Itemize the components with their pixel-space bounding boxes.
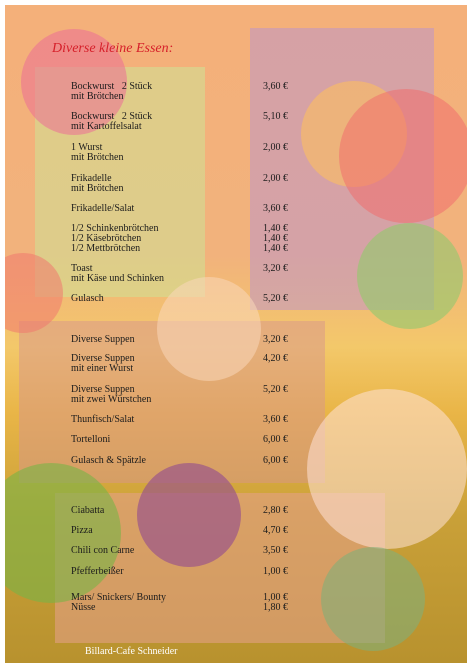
menu-item-name: Mars/ Snickers/ Bounty Nüsse <box>71 592 166 613</box>
menu-item-name: Ciabatta <box>71 505 105 516</box>
menu-item-price: 1,00 € <box>263 566 288 577</box>
menu-item-price: 3,60 € <box>263 414 288 425</box>
menu-item-name: Gulasch & Spätzle <box>71 455 146 466</box>
menu-item-name: Frikadelle mit Brötchen <box>71 173 124 194</box>
menu-item-price: 6,00 € <box>263 455 288 466</box>
pale-circle-center <box>157 277 261 381</box>
menu-item-price: 2,80 € <box>263 505 288 516</box>
white-circle-right <box>307 389 467 549</box>
menu-item-price: 5,20 € <box>263 293 288 304</box>
menu-item-price: 5,10 € <box>263 111 288 122</box>
menu-item-price: 3,20 € <box>263 334 288 345</box>
menu-item-price: 2,00 € <box>263 142 288 153</box>
menu-item-price: 3,60 € <box>263 203 288 214</box>
menu-item-name: Diverse Suppen mit einer Wurst <box>71 353 135 374</box>
menu-item-name: Diverse Suppen mit zwei Würstchen <box>71 384 152 405</box>
purple-circle-bottom <box>137 463 241 567</box>
menu-item-name: Toast mit Käse und Schinken <box>71 263 165 284</box>
menu-item-name: Chili con Carne <box>71 545 135 556</box>
menu-item-price: 1,00 € 1,80 € <box>263 592 288 613</box>
menu-item-name: Bockwurst 2 Stück mit Kartoffelsalat <box>71 111 153 132</box>
menu-item-price: 4,20 € <box>263 353 288 364</box>
menu-item-price: 6,00 € <box>263 434 288 445</box>
menu-item-name: Pizza <box>71 525 93 536</box>
menu-item-price: 3,60 € <box>263 81 288 92</box>
menu-item-name: Frikadelle/Salat <box>71 203 135 214</box>
pink-circle-right <box>339 89 467 223</box>
menu-item-price: 2,00 € <box>263 173 288 184</box>
green-circle-right <box>357 223 463 329</box>
menu-item-name: Thunfisch/Salat <box>71 414 135 425</box>
menu-page <box>5 5 467 663</box>
menu-item-price: 4,70 € <box>263 525 288 536</box>
footer-cafe-name: Billard-Cafe Schneider <box>85 646 178 657</box>
menu-item-name: Diverse Suppen <box>71 334 135 345</box>
green-circle-bottom-right <box>321 547 425 651</box>
menu-item-price: 3,20 € <box>263 263 288 274</box>
menu-item-name: Tortelloni <box>71 434 111 445</box>
menu-item-price: 1,40 € 1,40 € 1,40 € <box>263 223 288 254</box>
menu-item-price: 3,50 € <box>263 545 288 556</box>
menu-item-price: 5,20 € <box>263 384 288 395</box>
menu-title: Diverse kleine Essen: <box>52 41 174 56</box>
menu-item-name: 1 Wurst mit Brötchen <box>71 142 124 163</box>
menu-item-name: 1/2 Schinkenbrötchen 1/2 Käsebrötchen 1/2 Mettbrötchen <box>71 223 159 254</box>
menu-item-name: Bockwurst 2 Stück mit Brötchen <box>71 81 153 102</box>
menu-item-name: Pfefferbeißer <box>71 566 124 577</box>
menu-item-name: Gulasch <box>71 293 104 304</box>
